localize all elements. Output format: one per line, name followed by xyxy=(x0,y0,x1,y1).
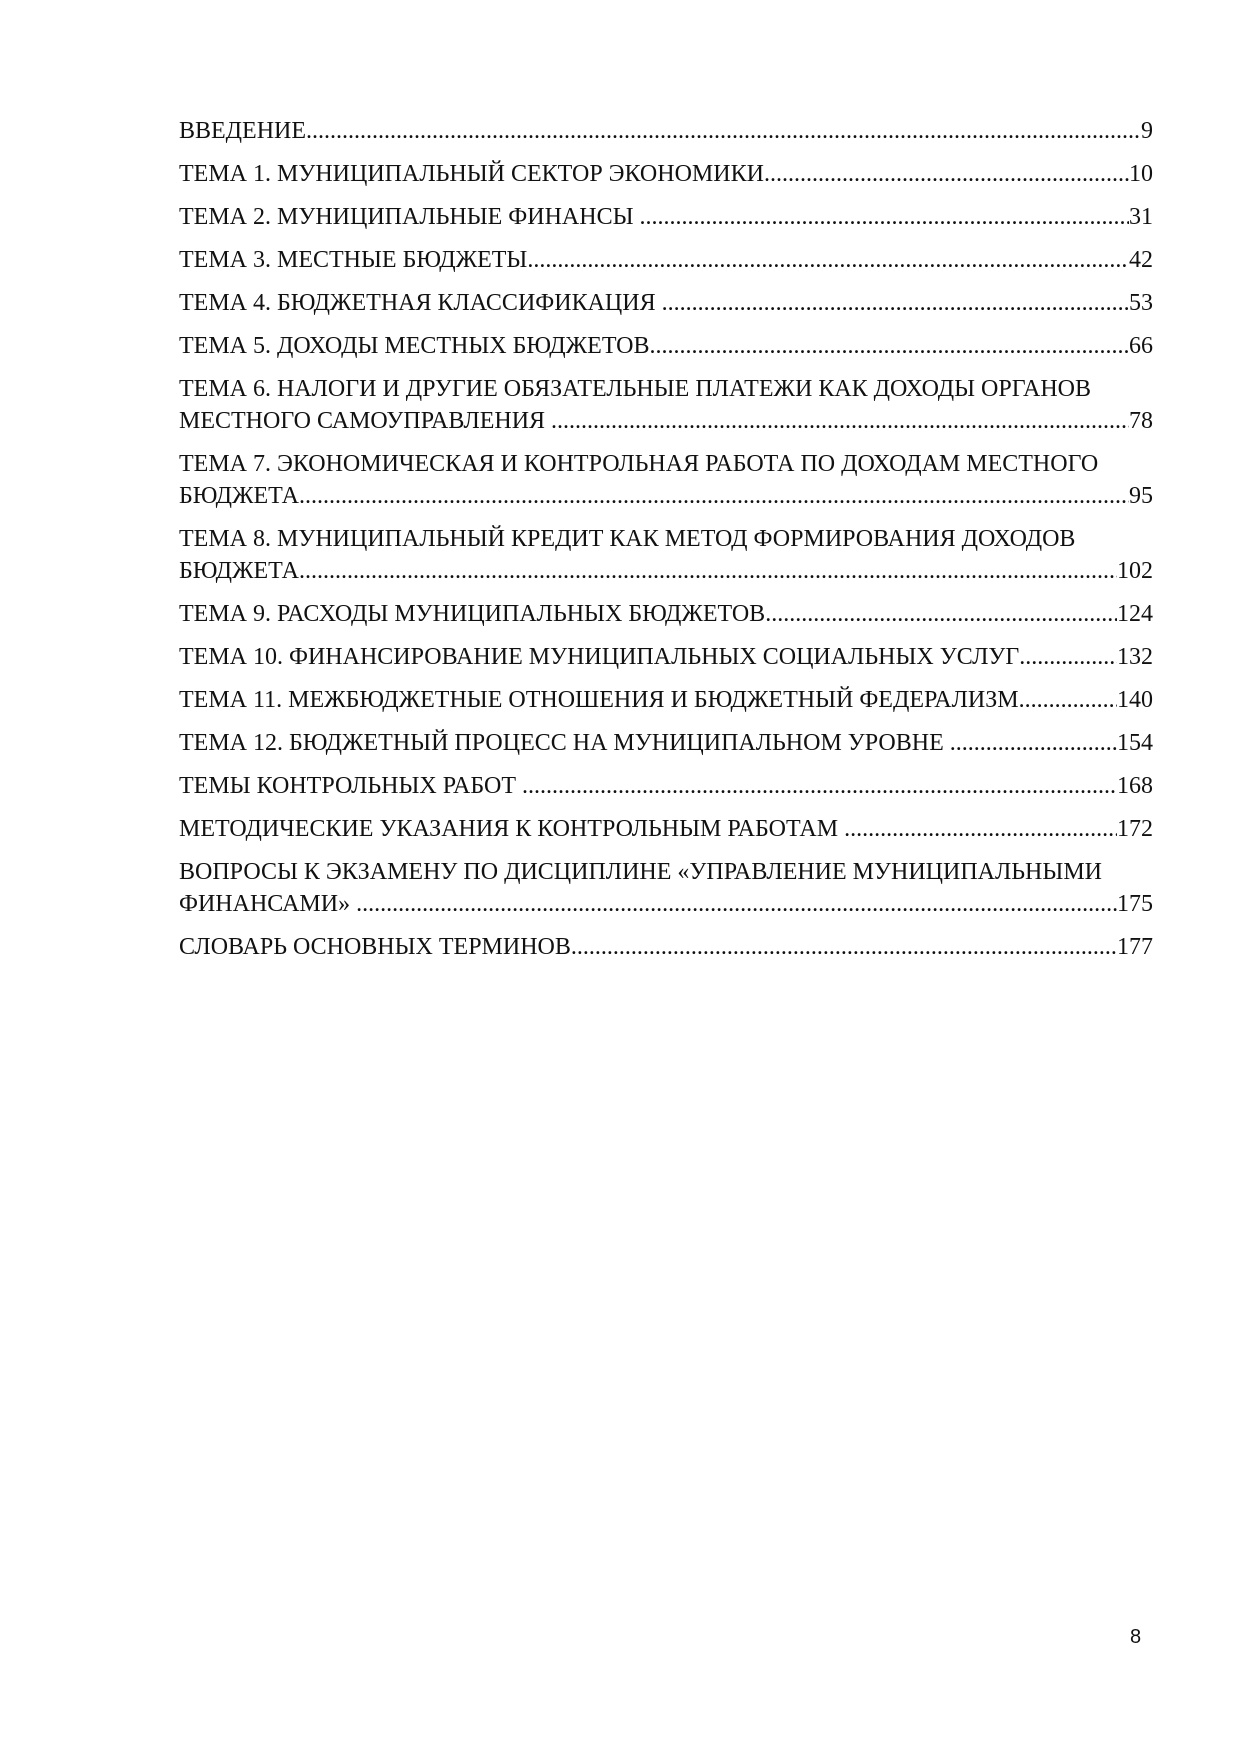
toc-dot-leader xyxy=(527,244,1129,276)
toc-entry-page: 132 xyxy=(1117,644,1153,670)
toc-entry-exam-questions[interactable] xyxy=(179,856,1153,920)
toc-dot-leader xyxy=(844,813,1117,845)
toc-entry-title: ТЕМА 1. МУНИЦИПАЛЬНЫЙ СЕКТОР ЭКОНОМИКИ xyxy=(179,161,764,187)
toc-dot-leader xyxy=(306,115,1141,147)
toc-entry-topic-11[interactable] xyxy=(179,684,1153,716)
toc-entry-topic-6[interactable] xyxy=(179,373,1153,437)
toc-entry-glossary[interactable] xyxy=(179,931,1153,963)
toc-entry-topic-4[interactable] xyxy=(179,287,1153,319)
toc-dot-leader xyxy=(650,330,1130,362)
toc-dot-leader xyxy=(1019,684,1117,716)
toc-entry-topic-3[interactable] xyxy=(179,244,1153,276)
toc-dot-leader xyxy=(765,598,1117,630)
toc-entry-title: ТЕМА 12. БЮДЖЕТНЫЙ ПРОЦЕСС НА МУНИЦИПАЛЬНОМ УРОВНЕ xyxy=(179,730,950,756)
toc-entry-title: ВВЕДЕНИЕ xyxy=(179,118,307,144)
toc-entry-title: ТЕМА 4. БЮДЖЕТНАЯ КЛАССИФИКАЦИЯ xyxy=(179,290,662,316)
toc-entry-topic-5[interactable] xyxy=(179,330,1153,362)
toc-entry-page: 42 xyxy=(1129,247,1153,273)
toc-entry-page: 154 xyxy=(1117,730,1153,756)
page-number: 8 xyxy=(1130,1626,1142,1648)
toc-dot-leader xyxy=(299,480,1129,512)
toc-entry-title: ТЕМА 2. МУНИЦИПАЛЬНЫЕ ФИНАНСЫ xyxy=(179,204,640,230)
toc-entry-title: СЛОВАРЬ ОСНОВНЫХ ТЕРМИНОВ xyxy=(179,934,571,960)
table-of-contents xyxy=(179,115,1153,974)
toc-entry-topic-10[interactable] xyxy=(179,641,1153,673)
toc-entry-topic-8[interactable] xyxy=(179,523,1153,587)
toc-dot-leader xyxy=(662,287,1129,319)
toc-entry-page: 175 xyxy=(1117,891,1153,917)
toc-entry-test-topics[interactable] xyxy=(179,770,1153,802)
toc-entry-title-line2: БЮДЖЕТА xyxy=(179,558,299,584)
toc-dot-leader xyxy=(299,555,1117,587)
toc-entry-page: 31 xyxy=(1129,204,1153,230)
toc-entry-title-line2: БЮДЖЕТА xyxy=(179,483,299,509)
toc-dot-leader xyxy=(1019,641,1117,673)
toc-dot-leader xyxy=(764,158,1129,190)
toc-entry-page: 172 xyxy=(1117,816,1153,842)
toc-dot-leader xyxy=(571,931,1117,963)
toc-dot-leader xyxy=(950,727,1117,759)
toc-entry-title-line1: ТЕМА 6. НАЛОГИ И ДРУГИЕ ОБЯЗАТЕЛЬНЫЕ ПЛАТЕЖИ КАК ДОХОДЫ ОРГАНОВ xyxy=(179,376,1091,402)
toc-entry-page: 102 xyxy=(1117,558,1153,584)
toc-entry-topic-1[interactable] xyxy=(179,158,1153,190)
toc-entry-title-line1: ТЕМА 8. МУНИЦИПАЛЬНЫЙ КРЕДИТ КАК МЕТОД ФОРМИРОВАНИЯ ДОХОДОВ xyxy=(179,526,1076,552)
toc-entry-page: 78 xyxy=(1129,408,1153,434)
toc-entry-title-line2: ФИНАНСАМИ» xyxy=(179,891,357,917)
toc-entry-page: 177 xyxy=(1117,934,1153,960)
toc-dot-leader xyxy=(522,770,1117,802)
toc-dot-leader xyxy=(640,201,1129,233)
toc-entry-title-line1: ТЕМА 7. ЭКОНОМИЧЕСКАЯ И КОНТРОЛЬНАЯ РАБОТА ПО ДОХОДАМ МЕСТНОГО xyxy=(179,451,1099,477)
toc-entry-title-line1: ВОПРОСЫ К ЭКЗАМЕНУ ПО ДИСЦИПЛИНЕ «УПРАВЛЕНИЕ МУНИЦИПАЛЬНЫМИ xyxy=(179,859,1102,885)
toc-entry-topic-12[interactable] xyxy=(179,727,1153,759)
toc-entry-page: 10 xyxy=(1129,161,1153,187)
toc-dot-leader xyxy=(551,405,1129,437)
toc-entry-title-line2: МЕСТНОГО САМОУПРАВЛЕНИЯ xyxy=(179,408,552,434)
toc-entry-page: 140 xyxy=(1117,687,1153,713)
toc-entry-topic-7[interactable] xyxy=(179,448,1153,512)
toc-entry-title: ТЕМА 10. ФИНАНСИРОВАНИЕ МУНИЦИПАЛЬНЫХ СОЦИАЛЬНЫХ УСЛУГ xyxy=(179,644,1020,670)
toc-entry-guidelines[interactable] xyxy=(179,813,1153,845)
toc-entry-topic-9[interactable] xyxy=(179,598,1153,630)
toc-entry-page: 95 xyxy=(1129,483,1153,509)
toc-entry-introduction[interactable] xyxy=(179,115,1153,147)
toc-entry-title: МЕТОДИЧЕСКИЕ УКАЗАНИЯ К КОНТРОЛЬНЫМ РАБОТАМ xyxy=(179,816,845,842)
toc-dot-leader xyxy=(356,888,1117,920)
toc-entry-topic-2[interactable] xyxy=(179,201,1153,233)
toc-entry-page: 53 xyxy=(1129,290,1153,316)
toc-entry-title: ТЕМА 5. ДОХОДЫ МЕСТНЫХ БЮДЖЕТОВ xyxy=(179,333,650,359)
toc-entry-page: 168 xyxy=(1117,773,1153,799)
toc-entry-page: 66 xyxy=(1129,333,1153,359)
toc-entry-title: ТЕМА 9. РАСХОДЫ МУНИЦИПАЛЬНЫХ БЮДЖЕТОВ xyxy=(179,601,766,627)
toc-entry-title: ТЕМА 3. МЕСТНЫЕ БЮДЖЕТЫ xyxy=(179,247,528,273)
toc-entry-title: ТЕМА 11. МЕЖБЮДЖЕТНЫЕ ОТНОШЕНИЯ И БЮДЖЕТНЫЙ ФЕДЕРАЛИЗМ xyxy=(179,687,1019,713)
toc-entry-page: 9 xyxy=(1141,118,1153,144)
toc-entry-title: ТЕМЫ КОНТРОЛЬНЫХ РАБОТ xyxy=(179,773,522,799)
toc-entry-page: 124 xyxy=(1117,601,1153,627)
